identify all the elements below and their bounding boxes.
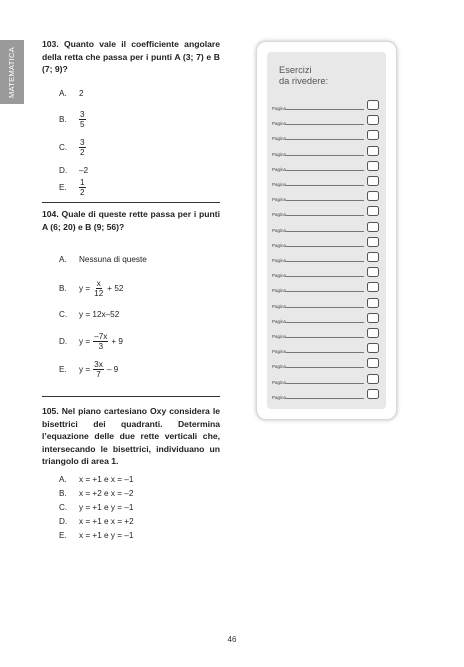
review-checkbox[interactable] (367, 191, 379, 201)
review-row (272, 267, 382, 279)
review-row-line[interactable] (286, 170, 364, 171)
review-row (272, 161, 382, 173)
review-checkbox[interactable] (367, 222, 379, 232)
option-104-b[interactable]: B. y = $\frac{x}{12}$ + 52 (59, 279, 124, 298)
review-row-label: Pagina (272, 227, 287, 233)
option-105-c[interactable]: C. y = +1 e y = –1 (59, 503, 134, 512)
equation: y = $\frac{-7x}{3}$ + 9 (79, 332, 123, 351)
review-row (272, 374, 382, 386)
option-103-a[interactable]: A. 2 (59, 89, 84, 98)
review-checkbox[interactable] (367, 161, 379, 171)
review-row (272, 115, 382, 127)
review-row (272, 191, 382, 203)
review-checkbox[interactable] (367, 328, 379, 338)
review-checkbox[interactable] (367, 146, 379, 156)
review-row-line[interactable] (286, 185, 364, 186)
review-row-label: Pagina (272, 121, 287, 127)
option-105-b[interactable]: B. x = +2 e x = –2 (59, 489, 134, 498)
review-row (272, 343, 382, 355)
review-row-label: Pagina (272, 242, 287, 248)
review-checkbox[interactable] (367, 115, 379, 125)
review-panel-body (267, 52, 386, 409)
review-checkbox[interactable] (367, 100, 379, 110)
review-row-label: Pagina (272, 379, 287, 385)
review-row-line[interactable] (286, 139, 364, 140)
review-row (272, 176, 382, 188)
option-104-e[interactable]: E. y = $\frac{3x}{7}$ – 9 (59, 360, 119, 379)
option-104-a[interactable]: A. Nessuna di queste (59, 255, 147, 264)
review-row (272, 282, 382, 294)
option-105-a[interactable]: A. x = +1 e x = –1 (59, 475, 134, 484)
review-row-line[interactable] (286, 215, 364, 216)
review-row-label: Pagina (272, 334, 287, 339)
review-row (272, 389, 382, 401)
review-checkbox[interactable] (367, 374, 379, 384)
review-row (272, 358, 382, 370)
review-row-line[interactable] (286, 246, 364, 247)
review-checkbox[interactable] (367, 206, 379, 216)
review-row-label: Pagina (272, 318, 287, 324)
review-checkbox[interactable] (367, 237, 379, 247)
review-row-label: Pagina (272, 151, 287, 157)
review-row (272, 328, 382, 340)
review-row-label: Pagina (272, 273, 287, 279)
review-row-line[interactable] (286, 352, 364, 353)
review-row (272, 146, 382, 158)
option-105-e[interactable]: E. x = +1 e y = –1 (59, 531, 134, 540)
question-103-title: 103. Quanto vale il coefficiente angolare della retta che passa per i punti A (3; 7) e B (7; 9)? (42, 39, 220, 74)
review-row (272, 222, 382, 234)
review-row-line[interactable] (286, 276, 364, 277)
option-103-b[interactable]: B. $\frac{3}{5}$ (59, 110, 85, 129)
review-checkbox[interactable] (367, 389, 379, 399)
question-104-title: 104. Quale di queste rette passa per i punti A (6; 20) e B (9; 56)? (42, 209, 220, 232)
review-row (272, 252, 382, 264)
subject-label: MATEMATICA (7, 46, 17, 98)
review-row-line[interactable] (286, 291, 364, 292)
review-checkbox[interactable] (367, 343, 379, 353)
equation: y = $\frac{3x}{7}$ – 9 (79, 360, 119, 379)
review-checkbox[interactable] (367, 282, 379, 292)
option-104-c[interactable]: C. y = 12x–52 (59, 310, 120, 319)
review-row-label: Pagina (272, 364, 287, 370)
fraction: $\frac{3}{5}$ (80, 110, 85, 129)
question-104 (42, 208, 220, 233)
option-103-c[interactable]: C. $\frac{3}{2}$ (59, 138, 85, 157)
review-row (272, 206, 382, 218)
option-105-d[interactable]: D. x = +1 e x = +2 (59, 517, 134, 526)
review-checkbox[interactable] (367, 252, 379, 262)
review-row-line[interactable] (286, 200, 364, 201)
review-row-label: Pagina (272, 394, 287, 400)
review-row-label: Pagina (272, 197, 287, 203)
review-row-label: Pagina (272, 258, 287, 263)
review-row (272, 313, 382, 325)
option-104-d[interactable]: D. y = $\frac{-7x}{3}$ + 9 (59, 332, 123, 351)
question-105-title: 105. Nel piano cartesiano Oxy considera le bisettrici dei quadranti. Determina l’equazione delle due rette verticali che, intersecando le bisettrici, individuano un triangolo di area 1. (42, 406, 220, 466)
page-number: 46 (227, 635, 237, 644)
option-103-d[interactable]: D. –2 (59, 166, 89, 175)
review-row-line[interactable] (286, 367, 364, 368)
review-row-label: Pagina (272, 303, 287, 309)
review-row-line[interactable] (286, 231, 364, 232)
review-row-line[interactable] (286, 398, 364, 399)
equation: y = $\frac{x}{12}$ + 52 (79, 279, 124, 298)
review-panel-title: Esercizi da rivedere: (279, 65, 329, 86)
review-row-line[interactable] (286, 124, 364, 125)
review-row-line[interactable] (286, 337, 364, 338)
review-row-line[interactable] (286, 155, 364, 156)
review-row-line[interactable] (286, 109, 364, 110)
review-row-line[interactable] (286, 261, 364, 262)
question-103 (42, 38, 220, 76)
review-row (272, 237, 382, 249)
review-row-label: Pagina (272, 349, 287, 355)
review-row-label: Pagina (272, 212, 287, 218)
review-row-label: Pagina (272, 288, 287, 294)
review-row-label: Pagina (272, 136, 287, 142)
review-row (272, 130, 382, 142)
review-checkbox[interactable] (367, 313, 379, 323)
review-row-line[interactable] (286, 383, 364, 384)
divider (42, 202, 220, 203)
review-checkbox[interactable] (367, 358, 379, 368)
review-row-label: Pagina (272, 106, 287, 111)
review-row-line[interactable] (286, 322, 364, 323)
fraction: $\frac{1}{2}$ (80, 178, 85, 197)
review-checkbox[interactable] (367, 130, 379, 140)
fraction: $\frac{3}{2}$ (80, 138, 85, 157)
subject-tab (0, 40, 24, 104)
review-row (272, 298, 382, 310)
review-panel (256, 41, 397, 420)
question-105 (42, 405, 220, 468)
review-checkbox[interactable] (367, 267, 379, 277)
review-checkbox[interactable] (367, 176, 379, 186)
review-checkbox[interactable] (367, 298, 379, 308)
divider (42, 396, 220, 397)
option-103-e[interactable]: E. $\frac{1}{2}$ (59, 178, 85, 197)
review-row (272, 100, 382, 112)
review-row-label: Pagina (272, 182, 287, 187)
review-row-label: Pagina (272, 166, 287, 172)
review-row-line[interactable] (286, 307, 364, 308)
